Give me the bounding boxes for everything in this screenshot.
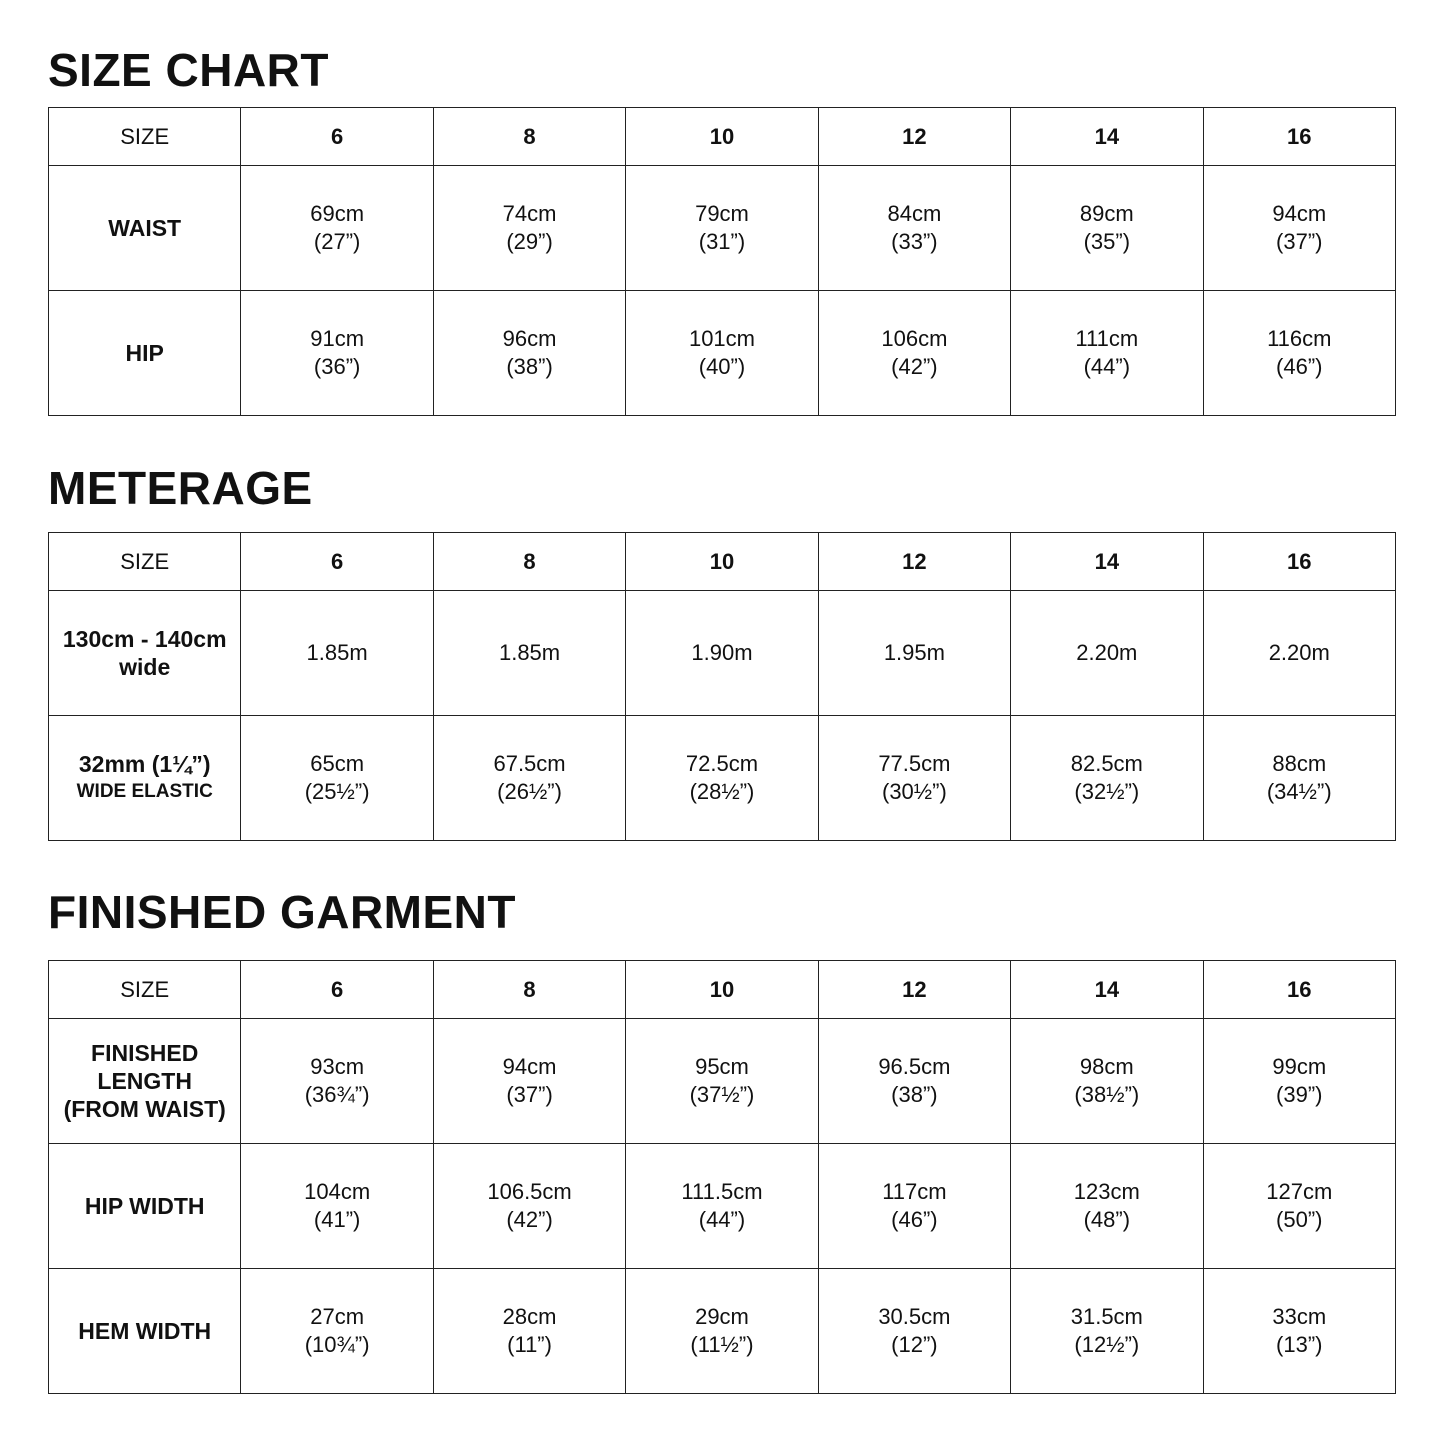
hem-width-row xyxy=(49,1269,1396,1394)
hip-width-cell: 123cm (48”) xyxy=(1011,1144,1203,1269)
size-12-header: 12 xyxy=(818,961,1010,1019)
elastic-cell: 72.5cm (28½”) xyxy=(626,716,818,841)
waist-label: WAIST xyxy=(49,166,241,291)
waist-cell: 79cm (31”) xyxy=(626,166,818,291)
finished-header-row xyxy=(49,961,1396,1019)
size-10-header: 10 xyxy=(626,108,818,166)
size-header-label: SIZE xyxy=(49,961,241,1019)
elastic-cell: 65cm (25½”) xyxy=(241,716,433,841)
size-12-header: 12 xyxy=(818,108,1010,166)
size-chart-title: SIZE CHART xyxy=(48,44,329,96)
hem-width-cell: 31.5cm (12½”) xyxy=(1011,1269,1203,1394)
fabric-cell: 2.20m xyxy=(1011,591,1203,716)
waist-row xyxy=(49,166,1396,291)
waist-cell: 84cm (33”) xyxy=(818,166,1010,291)
hem-width-cell: 33cm (13”) xyxy=(1203,1269,1395,1394)
hip-width-row xyxy=(49,1144,1396,1269)
elastic-cell: 88cm (34½”) xyxy=(1203,716,1395,841)
size-14-header: 14 xyxy=(1011,961,1203,1019)
waist-cell: 89cm (35”) xyxy=(1011,166,1203,291)
size-14-header: 14 xyxy=(1011,108,1203,166)
size-chart-header-row xyxy=(49,108,1396,166)
length-cell: 94cm (37”) xyxy=(433,1019,625,1144)
hem-width-cell: 30.5cm (12”) xyxy=(818,1269,1010,1394)
fabric-cell: 1.95m xyxy=(818,591,1010,716)
waist-cell: 94cm (37”) xyxy=(1203,166,1395,291)
elastic-row xyxy=(49,716,1396,841)
size-6-header: 6 xyxy=(241,533,433,591)
size-16-header: 16 xyxy=(1203,961,1395,1019)
fabric-cell: 2.20m xyxy=(1203,591,1395,716)
hip-width-cell: 111.5cm (44”) xyxy=(626,1144,818,1269)
hip-width-label: HIP WIDTH xyxy=(49,1144,241,1269)
fabric-width-label: 130cm - 140cm wide xyxy=(49,591,241,716)
size-6-header: 6 xyxy=(241,961,433,1019)
length-cell: 95cm (37½”) xyxy=(626,1019,818,1144)
finished-length-label: FINISHED LENGTH (FROM WAIST) xyxy=(49,1019,241,1144)
size-6-header: 6 xyxy=(241,108,433,166)
hip-width-cell: 104cm (41”) xyxy=(241,1144,433,1269)
size-10-header: 10 xyxy=(626,533,818,591)
hem-width-cell: 27cm (10¾”) xyxy=(241,1269,433,1394)
hem-width-label: HEM WIDTH xyxy=(49,1269,241,1394)
waist-cell: 69cm (27”) xyxy=(241,166,433,291)
fabric-row xyxy=(49,591,1396,716)
hip-cell: 96cm (38”) xyxy=(433,291,625,416)
hem-width-cell: 29cm (11½”) xyxy=(626,1269,818,1394)
hip-width-cell: 117cm (46”) xyxy=(818,1144,1010,1269)
size-8-header: 8 xyxy=(433,961,625,1019)
hip-cell: 91cm (36”) xyxy=(241,291,433,416)
hip-label: HIP xyxy=(49,291,241,416)
elastic-cell: 82.5cm (32½”) xyxy=(1011,716,1203,841)
finished-length-row xyxy=(49,1019,1396,1144)
length-cell: 99cm (39”) xyxy=(1203,1019,1395,1144)
size-16-header: 16 xyxy=(1203,108,1395,166)
length-cell: 96.5cm (38”) xyxy=(818,1019,1010,1144)
length-cell: 93cm (36¾”) xyxy=(241,1019,433,1144)
size-8-header: 8 xyxy=(433,108,625,166)
size-14-header: 14 xyxy=(1011,533,1203,591)
fabric-cell: 1.85m xyxy=(433,591,625,716)
hip-cell: 111cm (44”) xyxy=(1011,291,1203,416)
finished-garment-title: FINISHED GARMENT xyxy=(48,886,516,938)
fabric-cell: 1.85m xyxy=(241,591,433,716)
waist-cell: 74cm (29”) xyxy=(433,166,625,291)
hip-width-cell: 127cm (50”) xyxy=(1203,1144,1395,1269)
elastic-cell: 67.5cm (26½”) xyxy=(433,716,625,841)
meterage-title: METERAGE xyxy=(48,462,313,514)
elastic-label: 32mm (1¼”) WIDE ELASTIC xyxy=(49,716,241,841)
hip-cell: 116cm (46”) xyxy=(1203,291,1395,416)
size-header-label: SIZE xyxy=(49,533,241,591)
elastic-cell: 77.5cm (30½”) xyxy=(818,716,1010,841)
size-10-header: 10 xyxy=(626,961,818,1019)
hip-row xyxy=(49,291,1396,416)
size-16-header: 16 xyxy=(1203,533,1395,591)
hip-width-cell: 106.5cm (42”) xyxy=(433,1144,625,1269)
length-cell: 98cm (38½”) xyxy=(1011,1019,1203,1144)
hem-width-cell: 28cm (11”) xyxy=(433,1269,625,1394)
hip-cell: 106cm (42”) xyxy=(818,291,1010,416)
size-8-header: 8 xyxy=(433,533,625,591)
finished-garment-table xyxy=(48,960,1396,1394)
hip-cell: 101cm (40”) xyxy=(626,291,818,416)
fabric-cell: 1.90m xyxy=(626,591,818,716)
size-12-header: 12 xyxy=(818,533,1010,591)
meterage-table xyxy=(48,532,1396,841)
size-header-label: SIZE xyxy=(49,108,241,166)
size-chart-table xyxy=(48,107,1396,416)
meterage-header-row xyxy=(49,533,1396,591)
